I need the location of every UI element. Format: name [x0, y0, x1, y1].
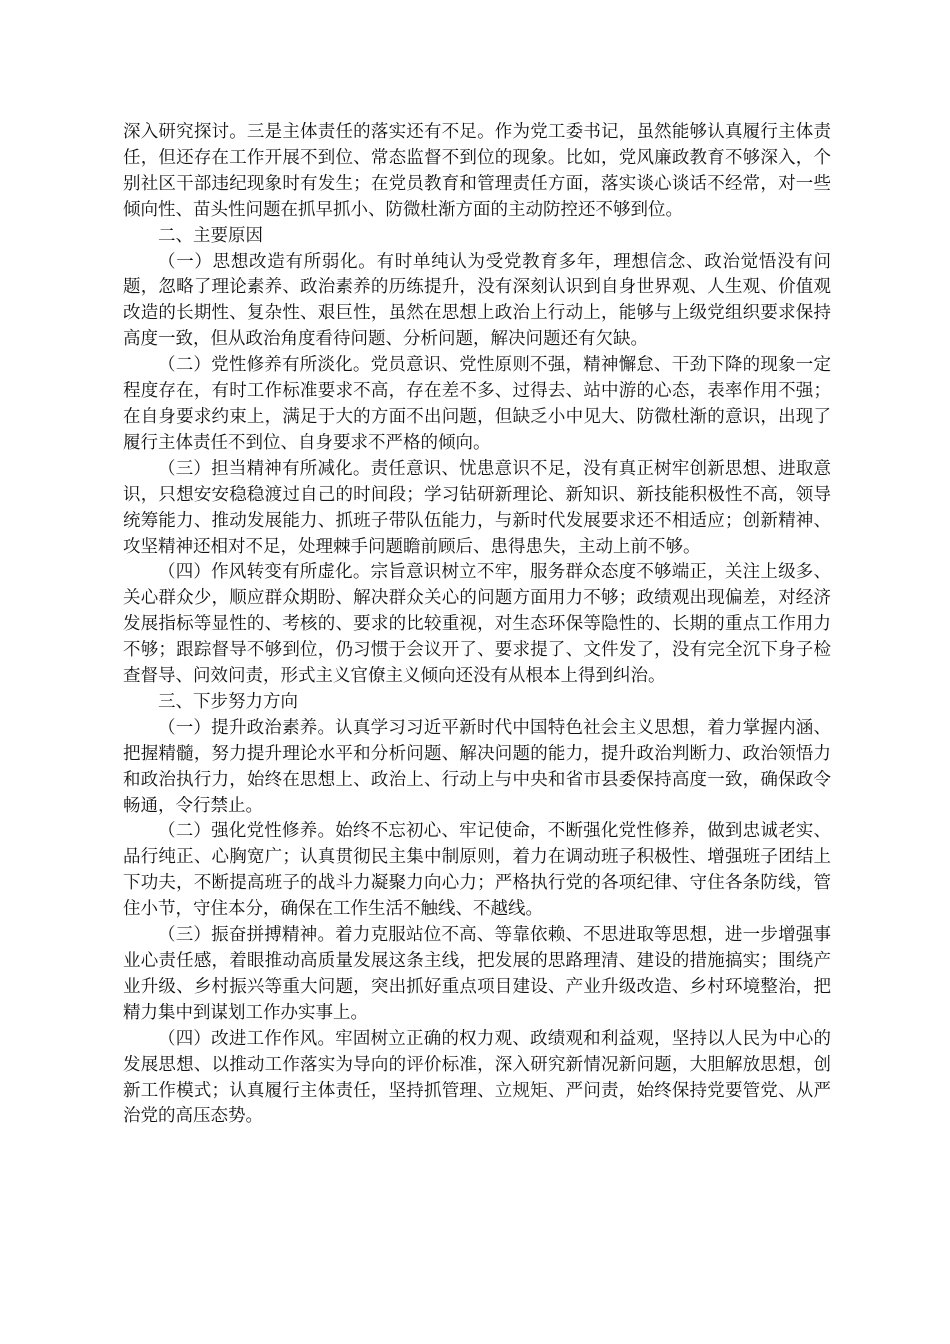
- paragraph-direction-3: （三）振奋拼搏精神。着力克服站位不高、等靠依赖、不思进取等思想，进一步增强事业心责任感，着眼推动高质量发展这条主线，把发展的思路理清、建设的措施搞实；围绕产业升级、乡村振兴等重大问题，突出抓好重点项目建设、产业升级改造、乡村环境整治，把精力集中到谋划工作办实事上。: [123, 925, 831, 1023]
- paragraph-continuation: 深入研究探讨。三是主体责任的落实还有不足。作为党工委书记，虽然能够认真履行主体责任，但还存在工作开展不到位、常态监督不到位的现象。比如，党风廉政教育不够深入，个别社区干部违纪现象时有发生；在党员教育和管理责任方面，落实谈心谈话不经常，对一些倾向性、苗头性问题在抓早抓小、防微杜渐方面的主动防控还不够到位。: [123, 122, 831, 220]
- paragraph-reason-1: （一）思想改造有所弱化。有时单纯认为受党教育多年，理想信念、政治觉悟没有问题，忽略了理论素养、政治素养的历练提升，没有深刻认识到自身世界观、人生观、价值观改造的长期性、复杂性、艰巨性，虽然在思想上政治上行动上，能够与上级党组织要求保持高度一致，但从政治角度看待问题、分析问题，解决问题还有欠缺。: [123, 251, 831, 350]
- section-heading-next-steps: 三、下步努力方向: [158, 691, 298, 712]
- paragraph-direction-4: （四）改进工作作风。牢固树立正确的权力观、政绩观和利益观，坚持以人民为中心的发展思想、以推动工作落实为导向的评价标准，深入研究新情况新问题，大胆解放思想，创新工作模式；认真履行主体责任，坚持抓管理、立规矩、严问责，始终保持党要管党、从严治党的高压态势。: [123, 1028, 831, 1127]
- paragraph-reason-2: （二）党性修养有所淡化。党员意识、党性原则不强，精神懈怠、干劲下降的现象一定程度存在，有时工作标准要求不高，存在差不多、过得去、站中游的心态，表率作用不强；在自身要求约束上，满足于大的方面不出问题，但缺乏小中见大、防微杜渐的意识，出现了履行主体责任不到位、自身要求不严格的倾向。: [123, 355, 831, 453]
- paragraph-direction-1: （一）提升政治素养。认真学习习近平新时代中国特色社会主义思想，着力掌握内涵、把握精髓，努力提升理论水平和分析问题、解决问题的能力，提升政治判断力、政治领悟力和政治执行力，始终在思想上、政治上、行动上与中央和省市县委保持高度一致，确保政令畅通，令行禁止。: [123, 717, 831, 816]
- section-heading-main-reasons: 二、主要原因: [158, 225, 263, 246]
- paragraph-reason-4: （四）作风转变有所虚化。宗旨意识树立不牢，服务群众态度不够端正，关注上级多、关心群众少，顺应群众期盼、解决群众关心的问题方面用力不够；政绩观出现偏差，对经济发展指标等显性的、考核的、要求的比较重视，对生态环保等隐性的、长期的重点工作用力不够；跟踪督导不够到位，仍习惯于会议开了、要求提了、文件发了，没有完全沉下身子检查督导、问效问责，形式主义官僚主义倾向还没有从根本上得到纠治。: [123, 562, 831, 687]
- paragraph-reason-3: （三）担当精神有所减化。责任意识、忧患意识不足，没有真正树牢创新思想、进取意识，只想安安稳稳渡过自己的时间段；学习钻研新理论、新知识、新技能积极性不高，领导统筹能力、推动发展能力、抓班子带队伍能力，与新时代发展要求还不相适应；创新精神、攻坚精神还相对不足，处理棘手问题瞻前顾后、患得患失，主动上前不够。: [123, 458, 831, 557]
- paragraph-direction-2: （二）强化党性修养。始终不忘初心、牢记使命，不断强化党性修养，做到忠诚老实、品行纯正、心胸宽广；认真贯彻民主集中制原则，着力在调动班子积极性、增强班子团结上下功夫，不断提高班子的战斗力凝聚力向心力；严格执行党的各项纪律、守住各条防线，管住小节，守住本分，确保在工作生活不触线、不越线。: [123, 821, 831, 920]
- document-body: [123, 120, 831, 1130]
